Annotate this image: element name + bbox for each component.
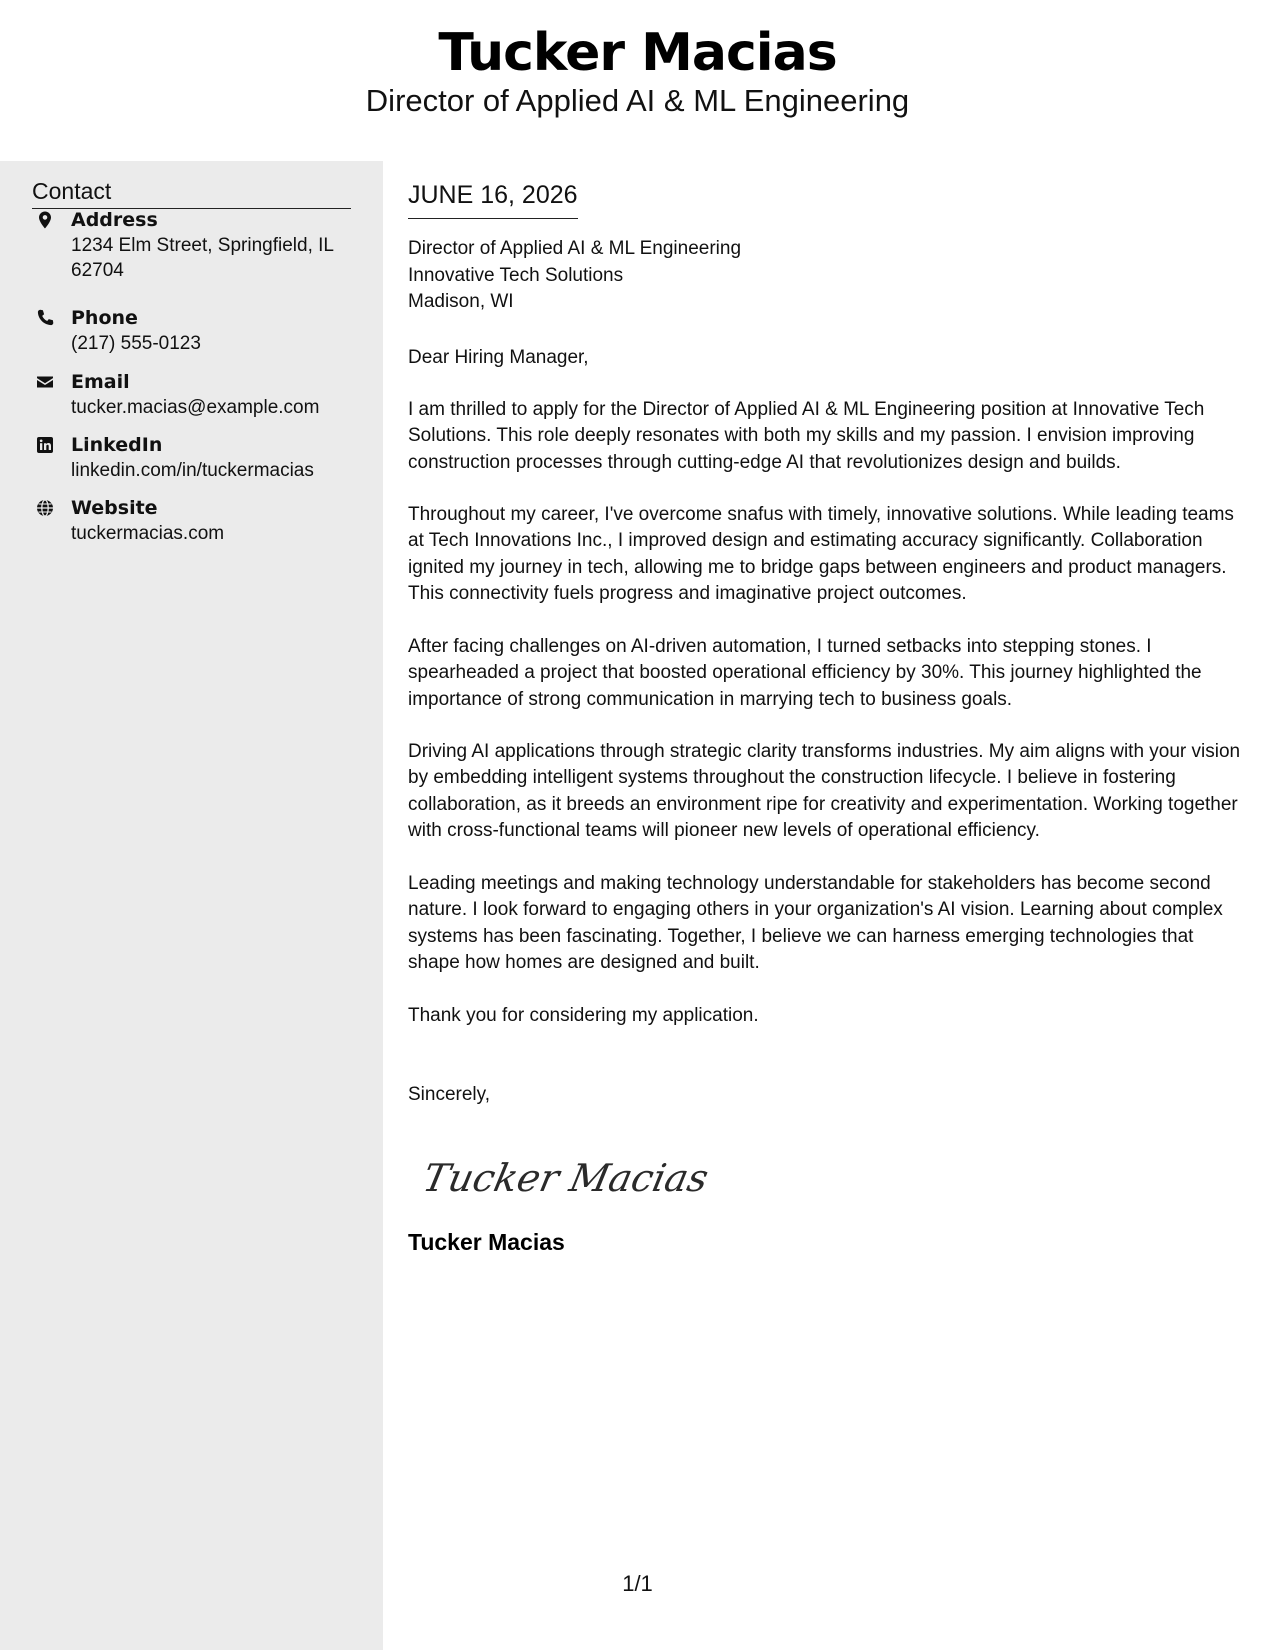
applicant-name: Tucker Macias [438, 23, 837, 83]
contact-value-address: 1234 Elm Street, Springfield, IL 62704 [71, 235, 334, 281]
contact-value-linkedin: linkedin.com/in/tuckermacias [71, 460, 314, 481]
contact-label-website: Website [71, 497, 158, 519]
contact-value-phone: (217) 555-0123 [71, 333, 201, 354]
contact-heading: Contact [32, 175, 351, 209]
body-paragraph: I am thrilled to apply for the Director of Applied AI & ML Engineering position at Innovative Tech Solutions. This role deeply resonates with both my skills and my passion. I envision improving construction processes through cutting-edge AI that revolutionizes design and builds. [408, 399, 1205, 473]
contact-label-address: Address [71, 209, 158, 231]
salutation: Dear Hiring Manager, [408, 347, 589, 368]
contact-sidebar [0, 161, 383, 1650]
contact-value-website: tuckermacias.com [71, 523, 225, 544]
recipient-block [408, 236, 1248, 316]
contact-label-email: Email [71, 371, 130, 393]
body-paragraph: Thank you for considering my application. [408, 1005, 759, 1026]
body-paragraph: Driving AI applications through strategic clarity transforms industries. My aim aligns with your vision by embedding intelligent systems throughout the construction lifecycle. I believe in fostering collaboration, as it breeds an environment ripe for creativity and experimentation. Working together with cross-functional teams will pioneer new levels of operational efficiency. [408, 741, 1241, 842]
body-paragraph: Leading meetings and making technology understandable for stakeholders has become second nature. I look forward to engaging others in your organization's AI vision. Learning about complex systems has been fascinating. Together, I believe we can harness emerging technologies that shape how homes are designed and built. [408, 873, 1223, 974]
signer-name: Tucker Macias [408, 1229, 565, 1255]
envelope-icon [35, 372, 55, 392]
body-paragraph: Throughout my career, I've overcome snafus with timely, innovative solutions. While leading teams at Tech Innovations Inc., I improved design and estimating accuracy significantly. Collaboration ignited my journey in tech, allowing me to bridge gaps between engineers and product managers. This connectivity fuels progress and imaginative project outcomes. [408, 504, 1234, 605]
linkedin-icon [35, 435, 55, 455]
closing: Sincerely, [408, 1084, 491, 1105]
svg-text:Tucker Macias: Tucker Macias [418, 1156, 713, 1201]
letter-date: JUNE 16, 2026 [408, 178, 578, 219]
map-pin-icon [35, 210, 55, 230]
handwritten-signature [418, 1139, 713, 1209]
recipient-role: Director of Applied AI & ML Engineering [408, 238, 742, 259]
globe-icon [35, 498, 55, 518]
recipient-company: Innovative Tech Solutions [408, 264, 624, 286]
applicant-title: Director of Applied AI & ML Engineering [365, 83, 910, 118]
page-number: 1/1 [622, 1571, 653, 1596]
contact-label-phone: Phone [71, 307, 138, 329]
resume-header [0, 0, 1275, 160]
contact-value-email: tucker.macias@example.com [71, 397, 320, 418]
contact-label-linkedin: LinkedIn [71, 434, 163, 456]
body-paragraph: After facing challenges on AI-driven automation, I turned setbacks into stepping stones. I spearheaded a project that boosted operational efficiency by 30%. This journey highlighted the importance of strong communication in marrying tech to business goals. [408, 636, 1202, 710]
phone-icon [35, 308, 55, 328]
recipient-location: Madison, WI [408, 291, 514, 312]
